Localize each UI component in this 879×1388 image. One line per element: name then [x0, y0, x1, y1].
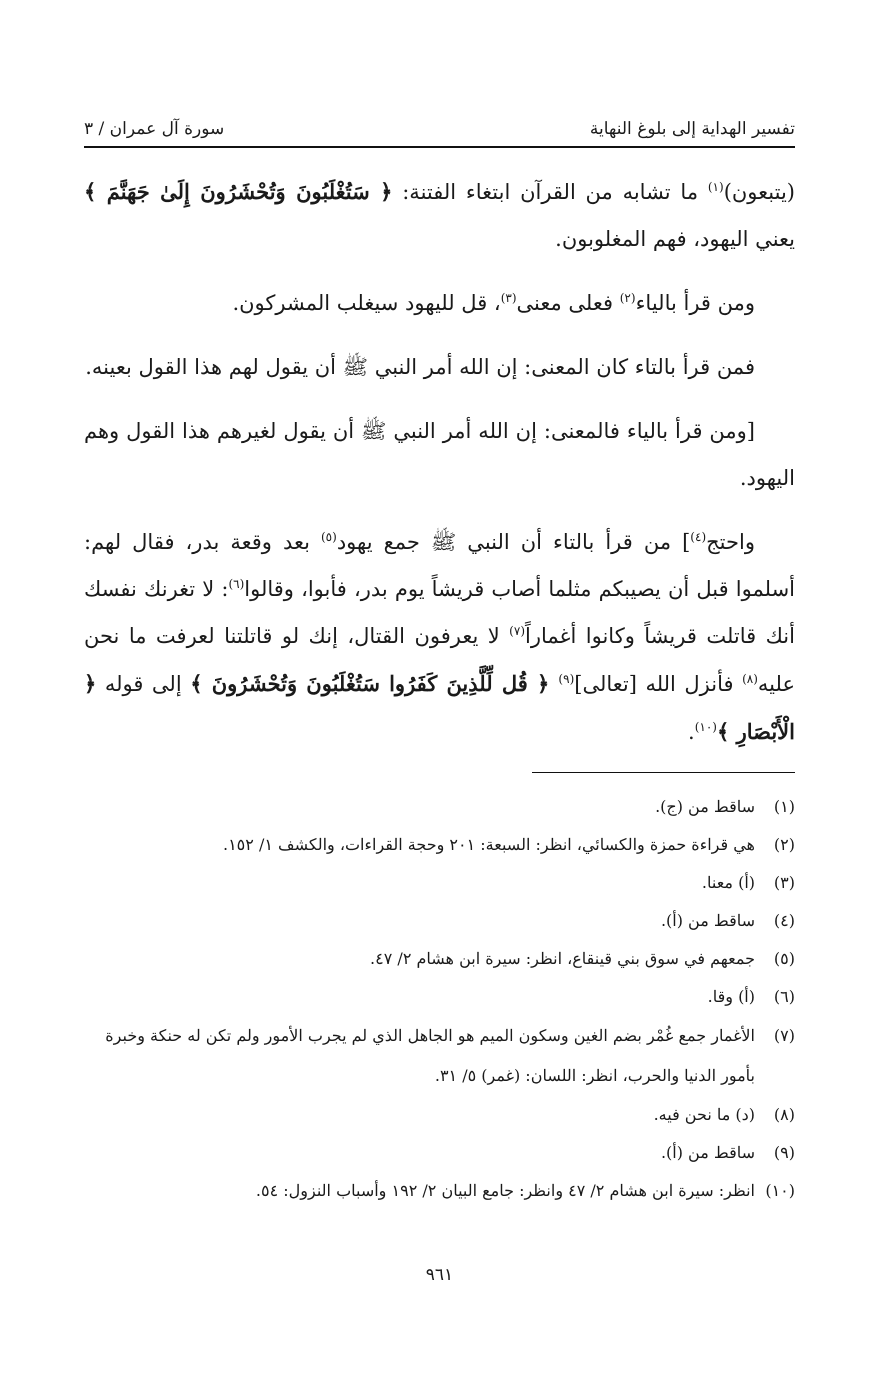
footnote-item: [84, 902, 795, 940]
footnote-ref-7: (٧): [509, 624, 525, 638]
footnote-text: انظر: سيرة ابن هشام ٢/ ٤٧ وانظر: جامع البيان ٢/ ١٩٢ وأسباب النزول: ٥٤.: [255, 1181, 755, 1200]
quran-verse: ﴿ الْأَبْصَارِ ﴾: [84, 671, 795, 744]
footnote-ref-2: (٢): [619, 291, 636, 305]
paragraph-2: ومن قرأ بالياء$^{(٢)}$ فعلى معنى$^{(٣)}$، قل لليهود سيغلب المشركون.: [232, 291, 755, 315]
header-rule: [84, 146, 795, 148]
footnote-number: (٩): [773, 1143, 795, 1162]
footnote-ref-8: (٨): [742, 672, 758, 686]
footnote-ref-3: (٣): [500, 291, 517, 305]
footnote-ref-4: (٤): [690, 530, 707, 544]
footnote-ref-10: (١٠): [694, 720, 717, 734]
footnote-item: [84, 978, 795, 1016]
footnote-text: هي قراءة حمزة والكسائي، انظر: السبعة: ٢٠١ وحجة القراءات، والكشف ١/ ١٥٢.: [222, 835, 755, 854]
footnote-number: (٦): [773, 987, 795, 1006]
paragraph-4: [ومن قرأ بالياء فالمعنى: إن الله أمر النبي ﷺ أن يقول لغيرهم هذا القول وهم اليهود.: [84, 419, 795, 490]
book-title: تفسير الهداية إلى بلوغ النهاية: [589, 119, 795, 139]
footnotes: [84, 788, 795, 1210]
footnote-item: [84, 1134, 795, 1172]
footnote-item: [84, 940, 795, 978]
footnote-separator: [532, 772, 795, 773]
footnote-item: [84, 1096, 795, 1134]
page-number: ٩٦١: [425, 1265, 454, 1285]
footnote-text: الأغمار جمع غُمْر بضم الغين وسكون الميم هو الجاهل الذي لم يجرب الأمور ولم تكن له حنكة وخبرة بأمور الدنيا والحرب، انظر: اللسان: (غمر) ٥/ ٣١.: [105, 1026, 755, 1085]
footnote-number: (٢): [773, 835, 795, 854]
footnote-ref-6: (٦): [228, 577, 245, 591]
footnote-text: ساقط من (أ).: [660, 1143, 755, 1162]
footnote-ref-5: (٥): [320, 530, 337, 544]
footnote-text: ساقط من (ج).: [655, 797, 755, 816]
footnote-number: (٨): [773, 1105, 795, 1124]
paragraph-1: (يتبعون)$^{(١)}$ ما تشابه من القرآن ابتغاء الفتنة: ﴿ سَتُغْلَبُونَ وَتُحْشَرُونَ إِلَىٰ جَهَنَّمَ ﴾ يعني اليهود، فهم المغلوبون.: [84, 179, 795, 251]
quran-verse: ﴿ قُل لِّلَّذِينَ كَفَرُوا سَتُغْلَبُونَ وَتُحْشَرُونَ ﴾: [190, 671, 559, 696]
footnote-number: (٧): [773, 1026, 795, 1045]
footnote-text: (د) ما نحن فيه.: [653, 1105, 755, 1124]
footnote-item: [84, 1016, 795, 1096]
footnote-item: [84, 1172, 795, 1210]
footnote-text: (أ) معنا.: [701, 873, 755, 892]
paragraph-3: فمن قرأ بالتاء كان المعنى: إن الله أمر النبي ﷺ أن يقول لهم هذا القول بعينه.: [85, 355, 755, 379]
footnote-ref-1: (١): [707, 180, 724, 194]
footnote-item: [84, 788, 795, 826]
running-header: [84, 112, 795, 146]
footnote-ref-9: (٩): [558, 672, 575, 686]
footnote-number: (١): [773, 797, 795, 816]
footnote-text: ساقط من (أ).: [660, 911, 755, 930]
paragraph-5: واحتج$^{(٤)}$] من قرأ بالتاء أن النبي ﷺ جمع يهود$^{(٥)}$ بعد وقعة بدر، فقال لهم: أسلموا قبل أن يصيبكم مثلما أصاب قريشاً يوم بدر، فأبوا، وقالوا$^{(٦)}$: لا تغرنك نفسك أنك قاتلت قريشاً وكانوا أغماراً$^{(٧)}$ لا يعرفون القتال، إنك لو قاتلتنا لعرفت ما نحن عليه$^{(٨)}$ فأنزل الله [تعالى]$^{(٩)}$ ﴿ قُل لِّلَّذِينَ كَفَرُوا سَتُغْلَبُونَ وَتُحْشَرُونَ ﴾ إلى قوله ﴿ الْأَبْصَارِ ﴾$^{(١٠)}$.: [84, 530, 795, 744]
footnote-text: جمعهم في سوق بني قينقاع، انظر: سيرة ابن هشام ٢/ ٤٧.: [370, 949, 755, 968]
footnote-number: (٥): [773, 949, 795, 968]
footnote-text: (أ) وقا.: [707, 987, 755, 1006]
quran-verse: ﴿ سَتُغْلَبُونَ وَتُحْشَرُونَ إِلَىٰ جَهَنَّمَ ﴾: [84, 179, 393, 204]
footnote-item: [84, 826, 795, 864]
surah-label: سورة آل عمران / ٣: [84, 119, 225, 139]
body-text: [84, 168, 795, 773]
footnote-number: (١٠): [765, 1181, 795, 1200]
footnote-number: (٣): [773, 873, 795, 892]
footnote-item: [84, 864, 795, 902]
footnote-number: (٤): [773, 911, 795, 930]
